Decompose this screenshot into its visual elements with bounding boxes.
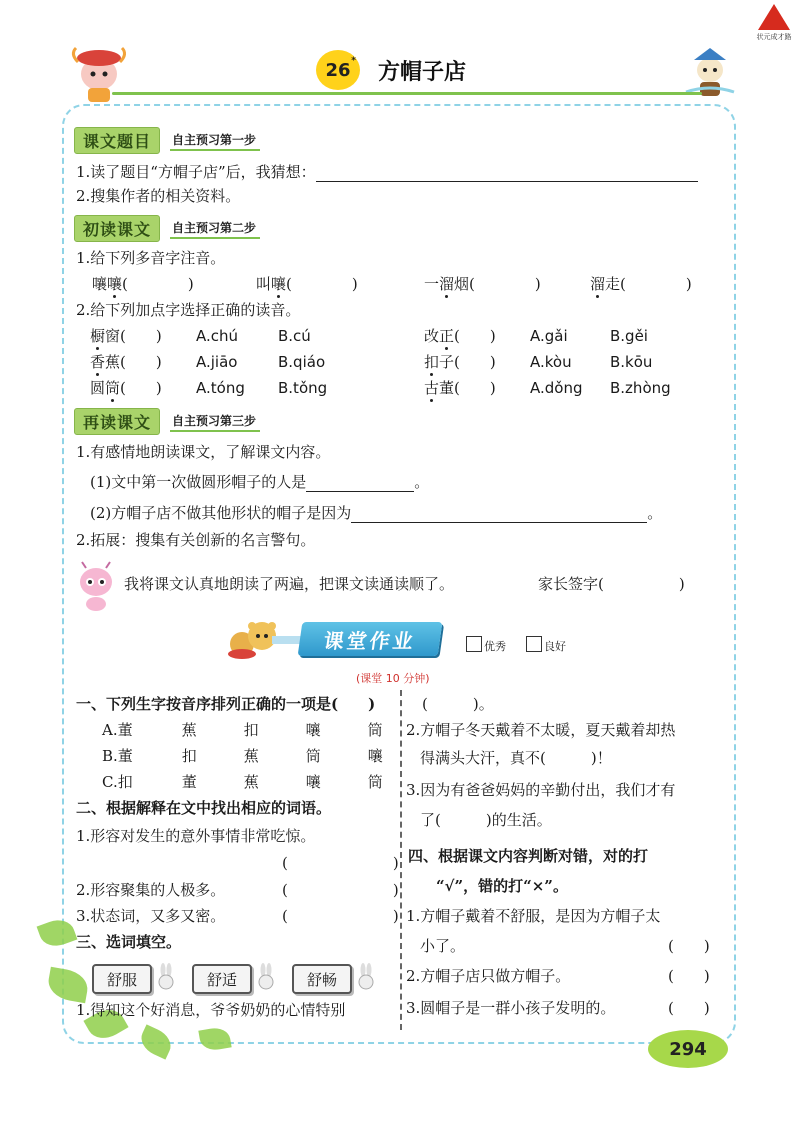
dotted-char: 嚷 [271,275,287,293]
bug-mascot-icon [74,560,118,612]
question-text: 1.读了题目“方帽子店”后，我猜想： [76,163,316,181]
hw-q4-3: 3.圆帽子是一群小孩子发明的。 [406,999,616,1017]
hw-q3-1: 1.得知这个好消息，爷爷奶奶的心情特别 [76,1001,346,1019]
rating-good-label: 良好 [544,640,566,653]
hw-q2-3: 3.状态词，又多又密。 [76,907,226,925]
rating-excellent-checkbox[interactable] [466,636,482,652]
poly-item [92,274,194,294]
char: 走 [605,275,621,293]
choice-item [90,352,162,372]
answer-blank[interactable]: ( ) [454,327,496,345]
hw-q3-3: 3.因为有爸爸妈妈的辛勤付出，我们才有 [406,781,676,799]
hw-q3: 三、选词填空。 [76,933,182,951]
brand-logo-icon [758,4,790,30]
hw-q4-2: 2.方帽子店只做方帽子。 [406,967,571,985]
answer-blank[interactable]: ( ) [120,379,162,397]
answer-blank[interactable]: ( ) [120,353,162,371]
s3-question-2: 2.拓展：搜集有关创新的名言警句。 [76,531,316,549]
answer-blank[interactable]: ( ) [454,353,496,371]
question-text: (2)方帽子店不做其他形状的帽子是因为 [90,504,352,522]
homework-time: (课堂 10 分钟) [356,672,430,685]
option-char: 扣 [117,773,133,791]
char: 一 [424,275,440,293]
dotted-char: 溜 [439,275,455,293]
judge-blank[interactable]: ( ) [668,967,710,985]
punct: 。 [414,473,430,491]
option-a: A.tóng [196,379,245,397]
lesson-mark: * [351,56,356,66]
choice-item [424,378,496,398]
answer-blank[interactable]: ( ) [620,275,692,293]
judge-blank[interactable]: ( ) [668,999,710,1017]
option-b: B.gěi [610,327,648,345]
s2-question-1: 1.给下列多音字注音。 [76,249,226,267]
homework-banner: 课堂作业 [298,622,443,656]
punct: 。 [647,504,663,522]
lesson-header [316,50,466,90]
poly-item [256,274,358,294]
dotted-char: 香 [90,353,106,371]
lesson-number-badge [316,50,360,90]
option-char: 筒 [305,747,321,765]
choice-item [424,352,496,372]
hw-q4-1-continued: 小了。 [420,937,466,955]
dotted-char: 古 [424,379,440,397]
banner-arrow [272,636,302,644]
choice-item [90,326,162,346]
dotted-char: 筒 [105,379,121,397]
word-option[interactable]: 舒畅 [292,964,352,994]
judge-blank[interactable]: ( ) [668,937,710,955]
parent-signature[interactable]: 家长签字( ) [538,575,685,593]
option-a: A.chú [196,327,239,345]
section-tag: 再读课文 [74,408,160,435]
option-a: A.kòu [530,353,572,371]
char: 叫 [256,275,272,293]
section-re-reading [74,408,260,435]
option-char: 扣 [243,721,259,739]
hw-q2-1: 1.形容对发生的意外事情非常吃惊。 [76,827,316,845]
hw-q4-1: 1.方帽子戴着不舒服，是因为方帽子太 [406,907,661,925]
bunny-icon [356,962,376,992]
section-step: 自主预习第一步 [170,131,260,151]
option-label: B. [102,747,118,765]
option-b: B.zhòng [610,379,671,397]
option-char: 筒 [367,721,383,739]
choice-item [424,326,496,346]
option-char: 董 [181,773,197,791]
answer-line[interactable] [351,507,647,523]
option-char: 嚷 [305,721,321,739]
answer-blank[interactable]: ( ) [454,379,496,397]
char: 圆 [90,379,106,397]
section-step: 自主预习第二步 [170,219,260,239]
option-char: 嚷 [367,747,383,765]
answer-blank[interactable]: ( ) [282,881,399,899]
char: 烟 [454,275,470,293]
option-char: 筒 [367,773,383,791]
reading-note: 我将课文认真地朗读了两遍，把课文读通读顺了。 [124,575,455,593]
rating-good-checkbox[interactable] [526,636,542,652]
rating-excellent-label: 优秀 [484,640,506,653]
option-char: 董 [117,721,133,739]
char: 董 [439,379,455,397]
answer-blank[interactable]: ( ) [120,327,162,345]
brand-logo [752,4,796,44]
answer-blank[interactable]: ( ) [469,275,541,293]
option-char: 蕉 [243,773,259,791]
option-b: B.tǒng [278,379,328,397]
hw-q1-option-a [102,720,383,740]
char: 子 [439,353,455,371]
hw-q4: 四、根据课文内容判断对错，对的打 [408,847,649,865]
header-divider [112,92,702,95]
page-number: 294 [648,1030,728,1068]
s3-question-1: 1.有感情地朗读课文，了解课文内容。 [76,443,331,461]
answer-line[interactable] [306,476,414,492]
section-first-reading [74,215,260,242]
option-b: B.kōu [610,353,653,371]
option-a: A.gǎi [530,327,568,345]
char: 窗 [105,327,121,345]
section-title-lesson [74,127,260,154]
question-text: (1)文中第一次做圆形帽子的人是 [90,473,307,491]
hw-q3-1-continued[interactable]: ( )。 [422,695,494,713]
answer-blank[interactable]: ( ) [282,907,399,925]
hw-q2-2: 2.形容聚集的人极多。 [76,881,226,899]
option-char: 董 [117,747,133,765]
hw-q1-option-b [102,746,383,766]
char: 嚷 [92,275,108,293]
char: 改 [424,327,440,345]
brand-logo-text: 状元成才路 [756,33,792,41]
option-char: 蕉 [243,747,259,765]
option-a: A.jiāo [196,353,238,371]
answer-blank[interactable]: ( ) [122,275,194,293]
choice-item [90,378,162,398]
bunny-icon [256,962,276,992]
bunny-icon [156,962,176,992]
section-tag: 初读课文 [74,215,160,242]
answer-blank[interactable]: ( ) [282,854,399,872]
char: 蕉 [105,353,121,371]
answer-line[interactable] [316,166,698,182]
hw-q2: 二、根据解释在文中找出相应的词语。 [76,799,332,817]
column-divider [400,690,402,1030]
dotted-char: 橱 [90,327,106,345]
dotted-char: 嚷 [107,275,123,293]
lesson-number: 26 [325,59,351,81]
s3-question-1b [90,503,662,523]
hw-q1: 一、下列生字按音序排列正确的一项是( ) [76,695,376,713]
word-option[interactable]: 舒适 [192,964,252,994]
option-char: 扣 [181,747,197,765]
s3-question-1a [90,472,429,492]
answer-blank[interactable]: ( ) [286,275,358,293]
word-option[interactable]: 舒服 [92,964,152,994]
hw-q4-continued: “√”，错的打“×”。 [436,877,568,895]
poly-item [590,274,692,294]
s2-question-2: 2.给下列加点字选择正确的读音。 [76,301,301,319]
hw-q3-3-continued: 了( )的生活。 [420,811,552,829]
lesson-title: 方帽子店 [378,59,467,85]
option-a: A.dǒng [530,379,583,397]
option-char: 嚷 [305,773,321,791]
s1-question-2: 2.搜集作者的相关资料。 [76,187,241,205]
option-char: 蕉 [181,721,197,739]
option-b: B.cú [278,327,311,345]
poly-item [424,274,541,294]
section-tag: 课文题目 [74,127,160,154]
section-step: 自主预习第三步 [170,412,260,432]
dotted-char: 扣 [424,353,440,371]
dotted-char: 溜 [590,275,606,293]
hw-q3-2-continued: 得满头大汗，真不( )！ [420,749,612,767]
dotted-char: 正 [439,327,455,345]
hw-q1-option-c [102,772,383,792]
mascot-left-icon [64,44,134,106]
s1-question-1 [76,162,698,182]
hw-q3-2: 2.方帽子冬天戴着不太暖，夏天戴着却热 [406,721,676,739]
option-b: B.qiáo [278,353,326,371]
option-label: C. [102,773,118,791]
option-label: A. [102,721,118,739]
